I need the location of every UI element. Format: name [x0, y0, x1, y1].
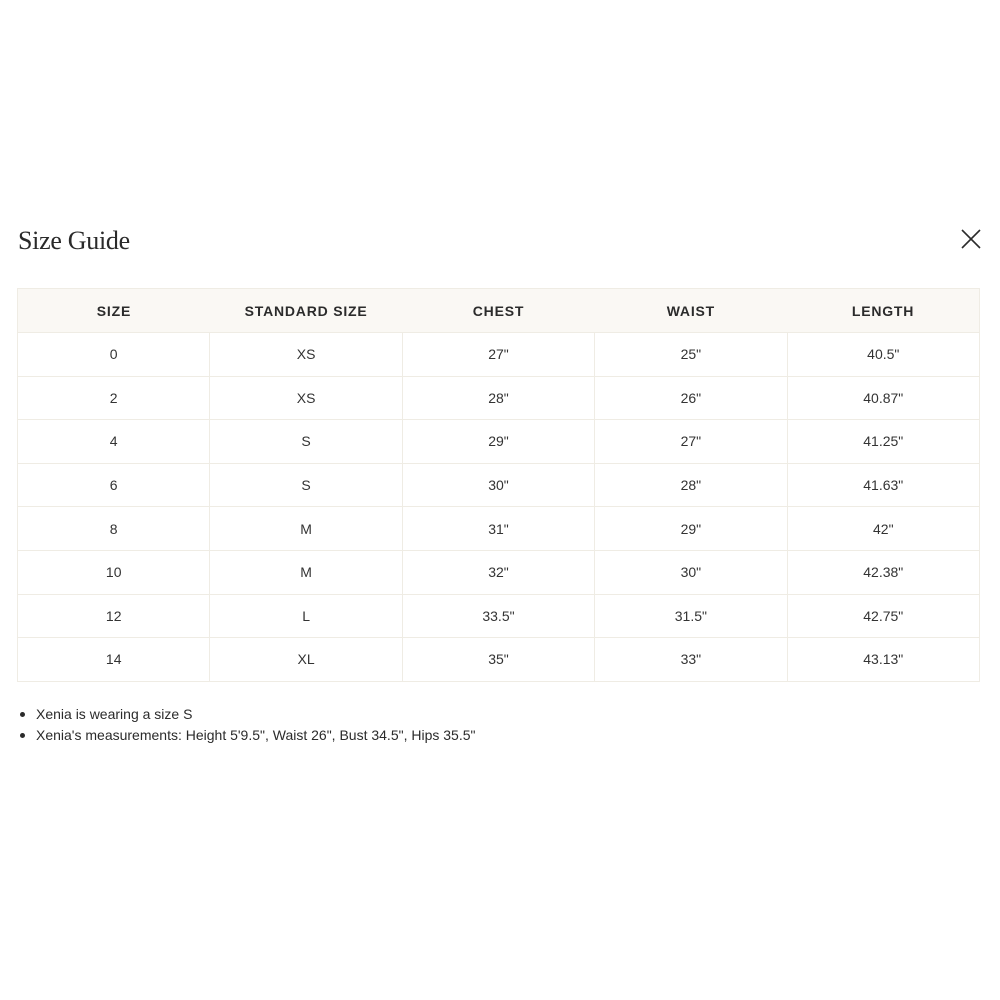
column-header-size: SIZE	[18, 289, 210, 333]
cell-waist: 25"	[595, 333, 787, 377]
size-table	[17, 288, 980, 682]
cell-size: 10	[18, 550, 210, 594]
cell-waist: 30"	[595, 550, 787, 594]
table-row	[18, 420, 980, 464]
cell-standard-size: XS	[210, 333, 402, 377]
cell-chest: 27"	[402, 333, 594, 377]
cell-waist: 29"	[595, 507, 787, 551]
size-table-container	[17, 288, 980, 682]
table-row	[18, 507, 980, 551]
cell-chest: 35"	[402, 638, 594, 682]
column-header-standard-size: STANDARD SIZE	[210, 289, 402, 333]
cell-chest: 30"	[402, 463, 594, 507]
cell-size: 2	[18, 376, 210, 420]
cell-standard-size: S	[210, 463, 402, 507]
cell-standard-size: S	[210, 420, 402, 464]
cell-size: 12	[18, 594, 210, 638]
cell-size: 14	[18, 638, 210, 682]
cell-standard-size: M	[210, 550, 402, 594]
table-row	[18, 376, 980, 420]
note-text: Xenia's measurements: Height 5'9.5", Waist 26", Bust 34.5", Hips 35.5"	[36, 727, 476, 743]
table-row	[18, 594, 980, 638]
cell-standard-size: XL	[210, 638, 402, 682]
cell-waist: 26"	[595, 376, 787, 420]
cell-standard-size: XS	[210, 376, 402, 420]
cell-chest: 29"	[402, 420, 594, 464]
table-row	[18, 638, 980, 682]
cell-length: 43.13"	[787, 638, 979, 682]
cell-chest: 32"	[402, 550, 594, 594]
cell-length: 40.5"	[787, 333, 979, 377]
close-button[interactable]	[958, 226, 984, 252]
cell-standard-size: M	[210, 507, 402, 551]
table-row	[18, 333, 980, 377]
cell-size: 0	[18, 333, 210, 377]
cell-length: 42"	[787, 507, 979, 551]
cell-length: 42.75"	[787, 594, 979, 638]
cell-standard-size: L	[210, 594, 402, 638]
cell-waist: 28"	[595, 463, 787, 507]
cell-waist: 27"	[595, 420, 787, 464]
cell-length: 41.25"	[787, 420, 979, 464]
table-header-row	[18, 289, 980, 333]
note-text: Xenia is wearing a size S	[36, 706, 193, 722]
modal-title: Size Guide	[18, 226, 130, 255]
close-icon	[958, 226, 984, 252]
cell-chest: 33.5"	[402, 594, 594, 638]
cell-waist: 33"	[595, 638, 787, 682]
cell-size: 6	[18, 463, 210, 507]
column-header-waist: WAIST	[595, 289, 787, 333]
bullet-icon	[20, 712, 25, 717]
cell-size: 4	[18, 420, 210, 464]
column-header-chest: CHEST	[402, 289, 594, 333]
cell-chest: 28"	[402, 376, 594, 420]
list-item	[18, 725, 475, 746]
cell-size: 8	[18, 507, 210, 551]
cell-length: 42.38"	[787, 550, 979, 594]
cell-length: 41.63"	[787, 463, 979, 507]
cell-length: 40.87"	[787, 376, 979, 420]
cell-chest: 31"	[402, 507, 594, 551]
table-row	[18, 463, 980, 507]
cell-waist: 31.5"	[595, 594, 787, 638]
column-header-length: LENGTH	[787, 289, 979, 333]
list-item	[18, 704, 475, 725]
model-notes-list	[18, 704, 475, 746]
bullet-icon	[20, 733, 25, 738]
table-row	[18, 550, 980, 594]
